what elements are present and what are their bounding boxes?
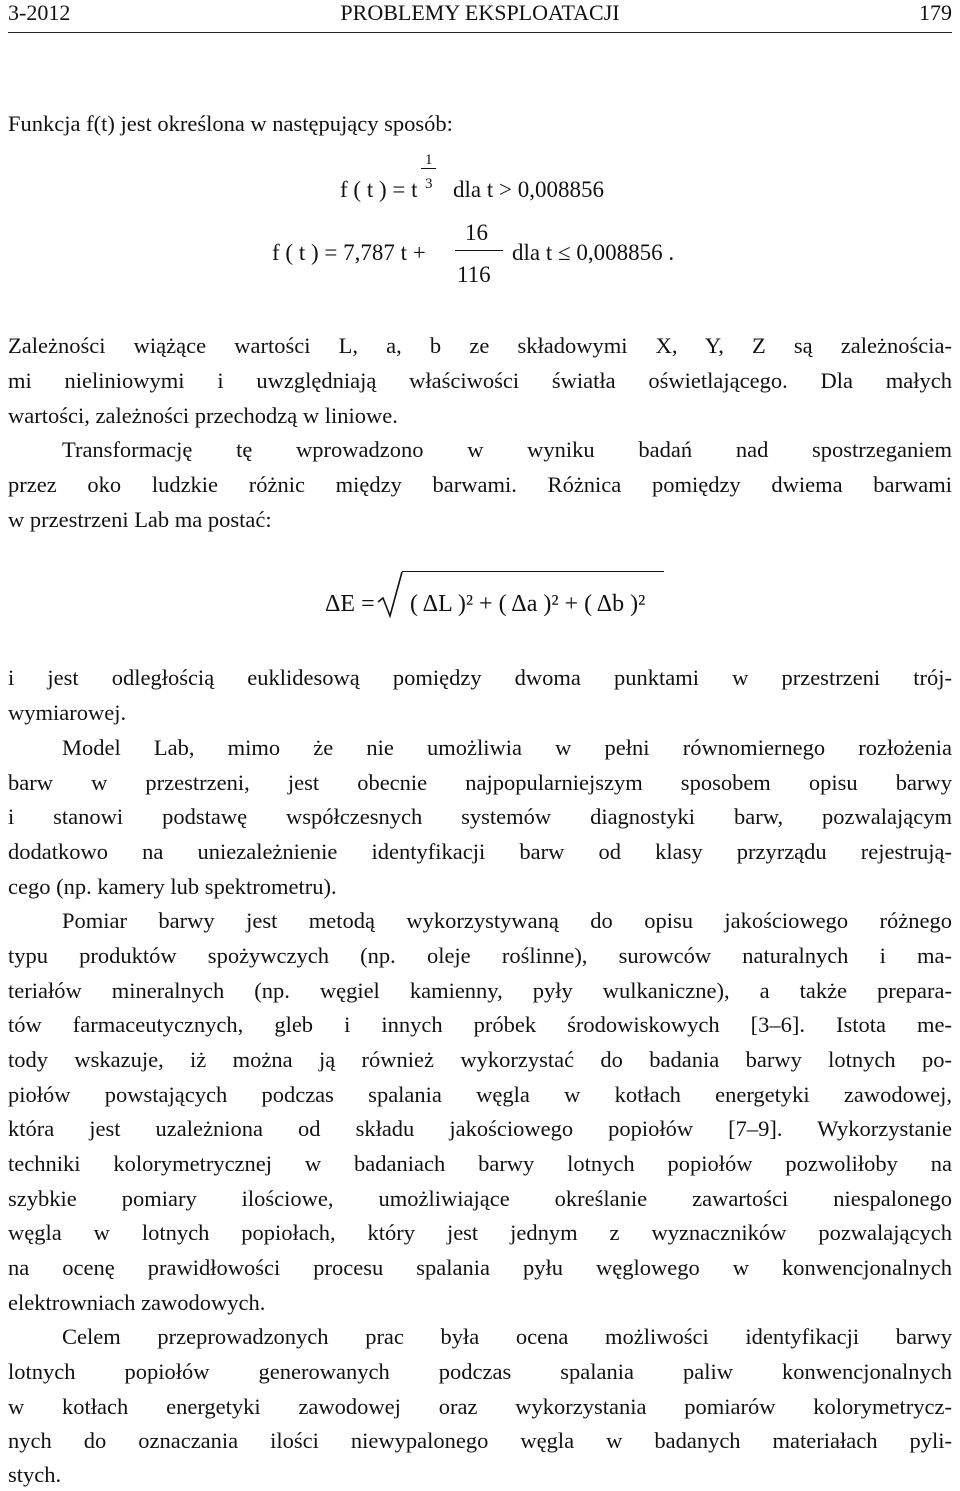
page-number: 179 bbox=[919, 0, 952, 25]
equation-f2-numerator: 16 bbox=[465, 220, 488, 245]
paragraph-line: Celem przeprowadzonych prac była ocena możliwości identyfikacji barwy bbox=[62, 1324, 952, 1349]
paragraph-line: cego (np. kamery lub spektrometru). bbox=[8, 874, 337, 899]
paragraph-line: szybkie pomiary ilościowe, umożliwiające określanie zawartości niespalonego bbox=[8, 1186, 952, 1211]
paragraph-line: lotnych popiołów generowanych podczas spalania paliw konwencjonalnych bbox=[8, 1359, 952, 1384]
paragraph-line: w kotłach energetyki zawodowej oraz wykorzystania pomiarów kolorymetrycz- bbox=[8, 1394, 952, 1419]
equation-f1-condition: dla t > 0,008856 bbox=[453, 177, 604, 202]
paragraph-line: mi nieliniowymi i uwzględniają właściwości światła oświetlającego. Dla małych bbox=[8, 368, 952, 393]
paragraph-line: nych do oznaczania ilości niewypalonego węgla w badanych materiałach pyli- bbox=[8, 1428, 952, 1453]
equation-f2-fraction-bar bbox=[455, 250, 503, 251]
paragraph-line: na ocenę prawidłowości procesu spalania pyłu węglowego w konwencjonalnych bbox=[8, 1255, 952, 1280]
equation-f1-exponent-numerator: 1 bbox=[425, 152, 433, 168]
paragraph-line: teriałów mineralnych (np. węgiel kamienny, pyły wulkaniczne), a także prepara- bbox=[8, 978, 952, 1003]
equation-f2-denominator: 116 bbox=[457, 262, 491, 287]
paragraph-line: piołów powstających podczas spalania węgla w kotłach energetyki zawodowej, bbox=[8, 1082, 952, 1107]
page-header bbox=[8, 0, 952, 33]
equation-f2-lhs: f ( t ) = 7,787 t + bbox=[272, 240, 426, 265]
equation-f2-condition: dla t ≤ 0,008856 . bbox=[512, 240, 675, 265]
paragraph-line: wymiarowej. bbox=[8, 700, 127, 725]
paragraph-line: przez oko ludzkie różnic między barwami. Różnica pomiędzy dwiema barwami bbox=[8, 472, 952, 497]
paragraph-line: węgla w lotnych popiołach, który jest jednym z wyznaczników pozwalających bbox=[8, 1220, 952, 1245]
paragraph-line: Transformację tę wprowadzono w wyniku badań nad spostrzeganiem bbox=[62, 437, 952, 462]
equation-delta-e-radicand: ( ΔL )² + ( Δa )² + ( Δb )² bbox=[410, 591, 646, 617]
equation-f1-exponent-bar bbox=[421, 168, 436, 169]
paragraph-line: dodatkowo na uniezależnienie identyfikacji barw od klasy przyrządu rejestrują- bbox=[8, 839, 952, 864]
paragraph-line: wartości, zależności przechodzą w liniowe. bbox=[8, 403, 398, 428]
square-root-sign bbox=[376, 568, 406, 620]
paragraph-line: typu produktów spożywczych (np. oleje roślinne), surowców naturalnych i ma- bbox=[8, 943, 952, 968]
paragraph-line: stych. bbox=[8, 1462, 62, 1487]
paragraph-line: Model Lab, mimo że nie umożliwia w pełni równomiernego rozłożenia bbox=[62, 735, 952, 760]
equation-delta-e-lhs: ΔE = bbox=[325, 591, 375, 617]
paragraph-line: elektrowniach zawodowych. bbox=[8, 1290, 266, 1315]
paragraph-line: w przestrzeni Lab ma postać: bbox=[8, 507, 272, 532]
equation-f1-exponent-denominator: 3 bbox=[425, 176, 433, 192]
paragraph-line: tów farmaceutycznych, gleb i innych próbek środowiskowych [3–6]. Istota me- bbox=[8, 1012, 952, 1037]
paragraph-line: która jest uzależniona od składu jakościowego popiołów [7–9]. Wykorzystanie bbox=[8, 1116, 952, 1141]
equation-f1-lhs: f ( t ) = t bbox=[340, 177, 418, 202]
journal-issue: 3-2012 bbox=[8, 0, 71, 25]
paragraph-line: techniki kolorymetrycznej w badaniach barwy lotnych popiołów pozwoliłoby na bbox=[8, 1151, 952, 1176]
square-root-vinculum bbox=[402, 571, 664, 572]
paragraph-line: Zależności wiążące wartości L, a, b ze składowymi X, Y, Z są zależnościa- bbox=[8, 333, 952, 358]
paragraph-line: Funkcja f(t) jest określona w następujący sposób: bbox=[8, 111, 453, 136]
paragraph-line: Pomiar barwy jest metodą wykorzystywaną do opisu jakościowego różnego bbox=[62, 908, 952, 933]
paragraph-line: i jest odległością euklidesową pomiędzy dwoma punktami w przestrzeni trój- bbox=[8, 665, 952, 690]
journal-title: PROBLEMY EKSPLOATACJI bbox=[340, 0, 620, 25]
paragraph-line: i stanowi podstawę współczesnych systemów diagnostyki barw, pozwalającym bbox=[8, 804, 952, 829]
paragraph-line: barw w przestrzeni, jest obecnie najpopularniejszym sposobem opisu barwy bbox=[8, 770, 952, 795]
paragraph-line: tody wskazuje, iż można ją również wykorzystać do badania barwy lotnych po- bbox=[8, 1047, 952, 1072]
